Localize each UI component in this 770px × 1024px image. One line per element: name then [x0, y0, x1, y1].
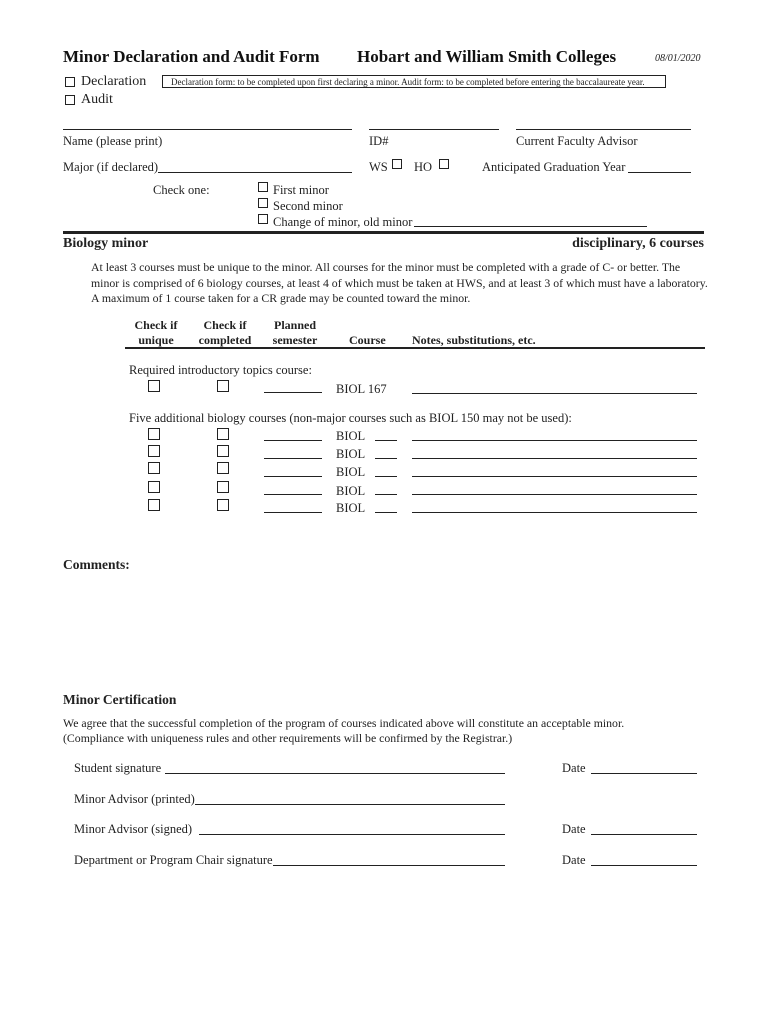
form-note: Declaration form: to be completed upon first declaring a minor. Audit form: to be completed before entering the baccalaureate year. — [162, 75, 666, 88]
first-minor-checkbox[interactable] — [258, 182, 268, 192]
course-2-notes-input[interactable] — [412, 458, 697, 459]
grad-year-label: Anticipated Graduation Year — [482, 160, 626, 174]
course-4-notes-input[interactable] — [412, 494, 697, 495]
course-2-semester-input[interactable] — [264, 458, 322, 459]
course-4-label: BIOL — [336, 484, 366, 498]
chair-date-input[interactable] — [591, 865, 697, 866]
required-course: BIOL 167 — [336, 382, 387, 396]
course-5-notes-input[interactable] — [412, 512, 697, 513]
course-1-semester-input[interactable] — [264, 440, 322, 441]
second-minor-label: Second minor — [273, 199, 343, 213]
name-input[interactable] — [63, 129, 352, 130]
major-input[interactable] — [158, 172, 352, 173]
ho-label: HO — [414, 160, 433, 174]
comments-area[interactable] — [63, 578, 703, 678]
table-header-rule — [125, 347, 705, 349]
form-title: Minor Declaration and Audit Form — [63, 47, 320, 66]
minor-title: Biology minor — [63, 236, 149, 251]
course-2-number-input[interactable] — [375, 458, 397, 459]
semester-header-line2: semester — [272, 333, 318, 347]
first-minor-label: First minor — [273, 183, 329, 197]
course-1-label: BIOL — [336, 429, 366, 443]
chair-signature-input[interactable] — [273, 865, 505, 866]
old-minor-input[interactable] — [414, 226, 647, 227]
course-5-completed-checkbox[interactable] — [217, 499, 229, 511]
certification-text-line1: We agree that the successful completion of the program of courses indicated above will constitute an acceptable minor. — [63, 716, 625, 730]
course-2-label: BIOL — [336, 447, 366, 461]
course-4-semester-input[interactable] — [264, 494, 322, 495]
student-date-label: Date — [562, 761, 586, 775]
course-5-label: BIOL — [336, 501, 366, 515]
course-header: Course — [349, 333, 386, 347]
declaration-label: Declaration — [81, 74, 147, 89]
semester-header-line1: Planned — [273, 318, 316, 332]
declaration-checkbox[interactable] — [65, 77, 75, 87]
semester-header — [263, 318, 327, 348]
required-semester-input[interactable] — [264, 392, 322, 393]
student-signature-label: Student signature — [74, 761, 162, 775]
course-1-notes-input[interactable] — [412, 440, 697, 441]
required-label: Required introductory topics course: — [129, 363, 312, 377]
advisor-signed-input[interactable] — [199, 834, 505, 835]
course-1-number-input[interactable] — [375, 440, 397, 441]
required-completed-checkbox[interactable] — [217, 380, 229, 392]
college-name: Hobart and William Smith Colleges — [357, 47, 617, 66]
course-4-completed-checkbox[interactable] — [217, 481, 229, 493]
course-3-label: BIOL — [336, 465, 366, 479]
chair-signature-label: Department or Program Chair signature — [74, 853, 273, 867]
ws-label: WS — [369, 160, 388, 174]
unique-header — [125, 318, 187, 348]
minor-subtitle: disciplinary, 6 courses — [572, 236, 704, 251]
course-3-unique-checkbox[interactable] — [148, 462, 160, 474]
certification-title: Minor Certification — [63, 692, 177, 707]
audit-checkbox[interactable] — [65, 95, 75, 105]
notes-header: Notes, substitutions, etc. — [412, 333, 536, 347]
advisor-printed-label: Minor Advisor (printed) — [74, 792, 195, 806]
major-label: Major (if declared) — [63, 160, 159, 174]
course-3-notes-input[interactable] — [412, 476, 697, 477]
course-5-number-input[interactable] — [375, 512, 397, 513]
change-minor-label: Change of minor, old minor — [273, 215, 413, 229]
comments-label: Comments: — [63, 557, 130, 572]
advisor-label: Current Faculty Advisor — [516, 134, 638, 148]
second-minor-checkbox[interactable] — [258, 198, 268, 208]
advisor-date-input[interactable] — [591, 834, 697, 835]
course-4-number-input[interactable] — [375, 494, 397, 495]
course-2-unique-checkbox[interactable] — [148, 445, 160, 457]
form-date: 08/01/2020 — [655, 53, 701, 64]
id-input[interactable] — [369, 129, 499, 130]
course-3-completed-checkbox[interactable] — [217, 462, 229, 474]
ho-checkbox[interactable] — [439, 159, 449, 169]
certification-text-line2: (Compliance with uniqueness rules and other requirements will be confirmed by the Registrar.) — [63, 731, 513, 745]
course-3-semester-input[interactable] — [264, 476, 322, 477]
check-one-label: Check one: — [153, 183, 210, 197]
name-label: Name (please print) — [63, 134, 163, 148]
course-2-completed-checkbox[interactable] — [217, 445, 229, 457]
student-signature-input[interactable] — [165, 773, 505, 774]
unique-header-line2: unique — [138, 333, 174, 347]
grad-year-input[interactable] — [628, 172, 691, 173]
advisor-printed-input[interactable] — [195, 804, 505, 805]
completed-header-line2: completed — [198, 333, 252, 347]
course-3-number-input[interactable] — [375, 476, 397, 477]
course-4-unique-checkbox[interactable] — [148, 481, 160, 493]
minor-description: At least 3 courses must be unique to the minor. All courses for the minor must be completed with a grade of C- or better. The minor is comprised of 6 biology courses, at least 4 of which must be taken at HWS, and at least 3 of which must have a laboratory. A maximum of 1 course taken for a CR grade may be counted toward the minor. — [91, 260, 708, 305]
required-notes-input[interactable] — [412, 393, 697, 394]
chair-date-label: Date — [562, 853, 586, 867]
completed-header — [193, 318, 257, 348]
course-1-completed-checkbox[interactable] — [217, 428, 229, 440]
required-unique-checkbox[interactable] — [148, 380, 160, 392]
advisor-date-label: Date — [562, 822, 586, 836]
additional-label: Five additional biology courses (non-major courses such as BIOL 150 may not be used): — [129, 411, 572, 425]
student-date-input[interactable] — [591, 773, 697, 774]
id-label: ID# — [369, 134, 389, 148]
change-minor-checkbox[interactable] — [258, 214, 268, 224]
course-5-unique-checkbox[interactable] — [148, 499, 160, 511]
unique-header-line1: Check if — [134, 318, 178, 332]
ws-checkbox[interactable] — [392, 159, 402, 169]
advisor-signed-label: Minor Advisor (signed) — [74, 822, 193, 836]
audit-label: Audit — [81, 92, 113, 107]
course-5-semester-input[interactable] — [264, 512, 322, 513]
advisor-input[interactable] — [516, 129, 691, 130]
completed-header-line1: Check if — [203, 318, 247, 332]
section-divider — [63, 231, 704, 234]
course-1-unique-checkbox[interactable] — [148, 428, 160, 440]
